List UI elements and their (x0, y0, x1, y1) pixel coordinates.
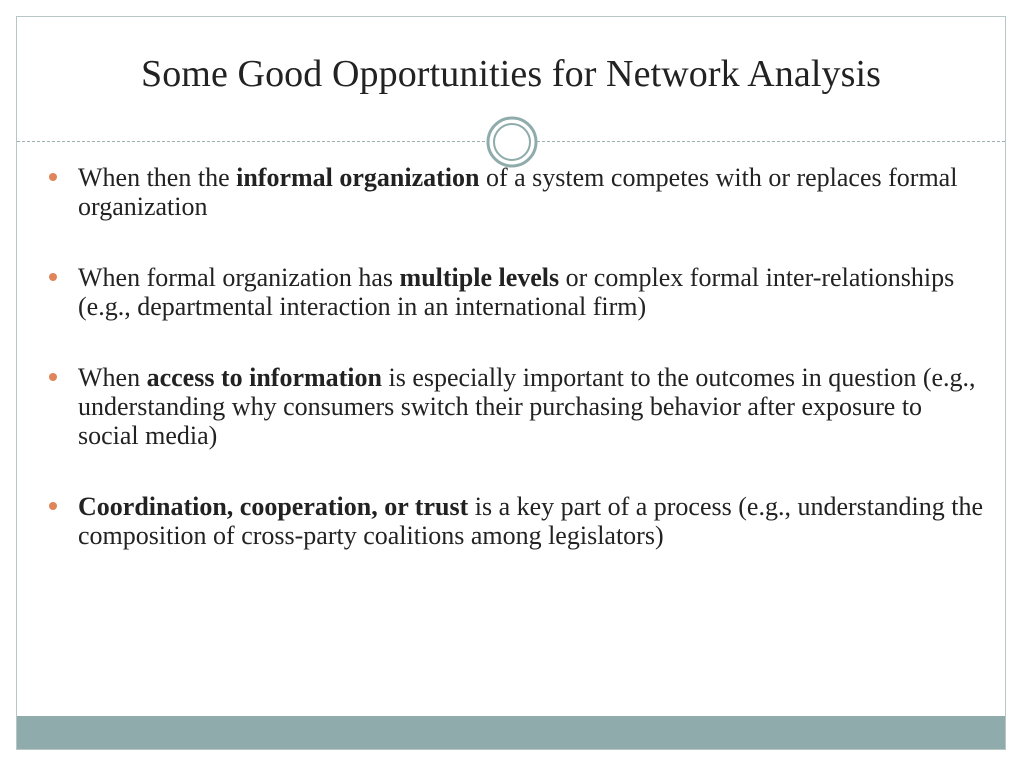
bullet-text-after: is a key part of a process (e.g., understanding the composition of cross-party coalitions among legislators) (78, 492, 984, 550)
bullet-text-before: When formal organization has (78, 263, 400, 292)
bullet-list (46, 163, 986, 592)
bullet-item (46, 363, 986, 450)
bullet-text-after: of a system competes with or replaces formal organization (78, 163, 958, 221)
bullet-item (46, 163, 986, 221)
bullet-dot-icon (49, 173, 57, 181)
slide-title: Some Good Opportunities for Network Analysis (140, 53, 882, 95)
bullet-item (46, 263, 986, 321)
bullet-dot-icon (49, 273, 57, 281)
bullet-dot-icon (49, 373, 57, 381)
bullet-text-before: When then the (78, 163, 237, 192)
bullet-text-bold: multiple levels (399, 263, 560, 292)
bullet-text-after: is especially important to the outcomes in question (e.g., understanding why consumers switch their purchasing behavior after exposure to social media) (78, 363, 976, 450)
bullet-text-after: or complex formal inter-relationships (e.g., departmental interaction in an international firm) (78, 263, 955, 321)
bullet-text-bold: access to information (146, 363, 382, 392)
circle-ornament-icon (485, 115, 539, 169)
bullet-text-before: When (78, 363, 147, 392)
bullet-text-bold: Coordination, cooperation, or trust (78, 492, 469, 521)
footer-bar (17, 716, 1005, 749)
bullet-text-bold: informal organization (236, 163, 480, 192)
bullet-dot-icon (49, 502, 57, 510)
bullet-item (46, 492, 986, 550)
